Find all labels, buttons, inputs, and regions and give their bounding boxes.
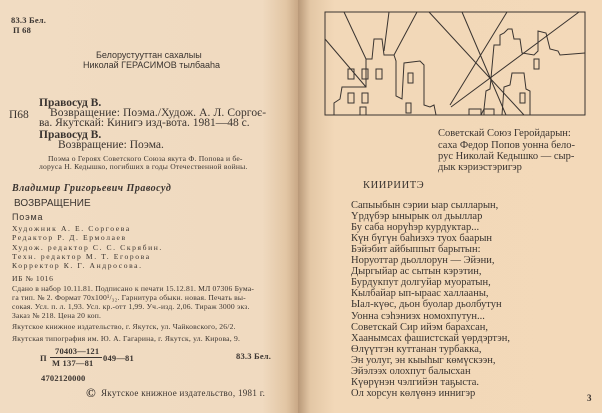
copyright-line: Якутское книжное издательство, 1981 г.: [101, 388, 266, 398]
publisher-address: Якутское книжное издательство, г. Якутск, ул. Чайковского, 26/2.: [12, 322, 236, 331]
poem-line: Өлүүттэн куттанан турбакка,: [351, 343, 482, 355]
poem-line: Сапыыбын сэрии ыар сылларын,: [351, 200, 499, 211]
poem-line: Кылбайар ып-ыраас халлааны,: [351, 288, 489, 300]
poem-line: Бурдукпут долгуйар муоратын,: [351, 277, 491, 289]
imprint-line: сокая. Усл. п. л. 1,93. Усл. кр.-отт 1,99. Уч.-изд. 2,06. Тираж 3000 экз.: [12, 302, 250, 311]
page-number: 3: [587, 393, 592, 403]
card-author: Правосуд В.: [39, 129, 102, 141]
poem-line: Күөрүнэн чэлгийэн таҕыста.: [351, 376, 480, 388]
ib-number: ИБ № 1016: [12, 274, 54, 283]
card-annotation: лоруса Н. Кедышко, погибших в годы Отечественной войны.: [39, 162, 248, 171]
card-line: Возвращение: Поэма./Худож. А. Л. Соргоє-: [50, 107, 267, 119]
index-numerator: 70403—121: [55, 346, 100, 356]
credit-line: Художник А. Е. Соргоева: [12, 224, 131, 233]
poem-line: Дыргыйар ас сытын кэрэтин,: [351, 266, 482, 278]
dedication-line: Советскай Союз Геройдарын:: [438, 128, 571, 139]
section-title: КИИРИИТЭ: [363, 180, 425, 191]
translator: Николай ГЕРАСИМОВ тылбааһа: [83, 60, 221, 70]
isbn-code: 4702120000: [41, 373, 86, 383]
index-prefix: П: [40, 353, 47, 363]
left-page: [0, 0, 298, 413]
card-line: ва. Якутскай: Кинигэ изд-вота. 1981—48 с.: [39, 117, 250, 129]
shelf-code: П 68: [13, 25, 32, 35]
bbk-code: 83.3 Бел.: [11, 15, 47, 25]
card-index: П68: [9, 109, 29, 121]
card-author: Правосуд В.: [39, 97, 102, 109]
credit-line: Редактор Р. Д. Ермолаев: [12, 233, 127, 242]
poem-line: Ол хорсун көлүөнэ иннигэр: [351, 387, 476, 399]
ruins-illustration: [324, 11, 587, 117]
poem-line: Эн уолуг, эн кыыһыг көмүскээн,: [351, 354, 496, 366]
right-page: [298, 0, 602, 413]
full-author: Владимир Григорьевич Правосуд: [12, 183, 172, 194]
index-suffix: 049—81: [103, 353, 134, 363]
credit-line: Корректор К. Г. Андросова.: [12, 261, 143, 270]
book-title: ВОЗВРАЩЕНИЕ: [14, 198, 91, 209]
dedication-line: саха Федор Попов уонна бело-: [438, 140, 576, 151]
poem-line: Ыал-күөс, дьон буолар дьолбутун: [351, 299, 502, 311]
poem-line: Уонна сэһэниэх номохпутун...: [351, 310, 485, 322]
card-title: Возвращение: Поэма.: [58, 139, 164, 151]
poem-line: Үрдүбэр ынырык ол дьыллар: [351, 211, 483, 223]
dedication-line: дык кэриэстэригэр: [438, 162, 522, 173]
poem-line: Хаанымсах фашистскай үөрдэртэн,: [351, 332, 511, 344]
translation-note: Белорустууттан сахалыы: [96, 50, 202, 60]
index-denominator: М 137—81: [52, 358, 94, 368]
bbk-bottom: 83.3 Бел.: [236, 351, 272, 361]
imprint-line: га тип. № 2. Формат 70x100¹/₃₂. Гарнитура обыкн. новая. Печать вы-: [12, 293, 246, 302]
imprint-line: Сдано в набор 10.11.81. Подписано к печати 15.12.81. МЛ 07306 Бума-: [12, 284, 255, 293]
genre: Поэма: [12, 212, 44, 222]
card-annotation: Поэма о Героях Советского Союза якута Ф. Попова и бе-: [48, 154, 243, 163]
poem-line: Күн бүгүн баһиэхэ туох баарын: [351, 233, 492, 245]
poem-line: Норуоттар дьоллорун — Эйэни,: [351, 255, 495, 267]
poem-line: Бу саба норүһэр курдуктар...: [351, 222, 480, 234]
copyright-icon: ©: [86, 385, 96, 400]
printer-address: Якутская типография им. Ю. А. Гагарина, г. Якутск, ул. Кирова, 9.: [12, 334, 241, 343]
poem-line: Бэйэбит айбыппыт барытын:: [351, 244, 481, 256]
credit-line: Худож. редактор С. С. Скрябин.: [12, 243, 163, 252]
credit-line: Техн. редактор М. Т. Егорова: [12, 252, 151, 261]
imprint-line: Заказ № 218. Цена 20 коп.: [12, 311, 102, 320]
poem-line: Советскай Сир ийэм барахсан,: [351, 321, 489, 333]
poem-line: Эйэлээх олохпут балысхан: [351, 365, 471, 377]
dedication-line: рус Николай Кедышко — сыр-: [438, 151, 575, 162]
